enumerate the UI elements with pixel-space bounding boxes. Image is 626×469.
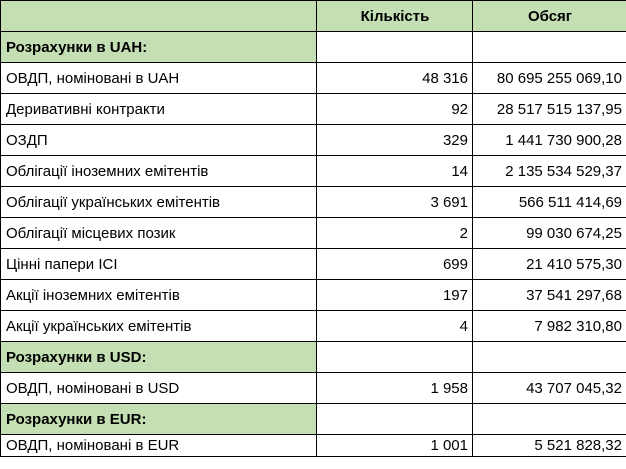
section-blank-cell — [317, 32, 473, 63]
count-value: 1 001 — [317, 435, 473, 457]
instrument-name: Облігації іноземних емітентів — [1, 156, 317, 187]
section-blank-cell — [473, 342, 626, 373]
table-row — [1, 435, 626, 457]
volume-value: 43 707 045,32 — [473, 373, 626, 404]
volume-value: 80 695 255 069,10 — [473, 63, 626, 94]
volume-value: 21 410 575,30 — [473, 249, 626, 280]
table-row — [1, 249, 626, 280]
table-row — [1, 63, 626, 94]
instrument-name: Цінні папери ІСІ — [1, 249, 317, 280]
table-row — [1, 187, 626, 218]
header-row — [1, 1, 626, 32]
instrument-name: ОВДП, номіновані в USD — [1, 373, 317, 404]
table-row — [1, 373, 626, 404]
count-value: 92 — [317, 94, 473, 125]
instrument-name: Акції українських емітентів — [1, 311, 317, 342]
section-blank-cell — [473, 32, 626, 63]
instrument-name: ОВДП, номіновані в UAH — [1, 63, 317, 94]
table-row — [1, 125, 626, 156]
volume-value: 566 511 414,69 — [473, 187, 626, 218]
header-name-cell — [1, 1, 317, 32]
volume-value: 99 030 674,25 — [473, 218, 626, 249]
instrument-name: ОЗДП — [1, 125, 317, 156]
count-value: 48 316 — [317, 63, 473, 94]
section-title: Розрахунки в UAH: — [1, 32, 317, 63]
instrument-name: Облігації українських емітентів — [1, 187, 317, 218]
section-blank-cell — [473, 404, 626, 435]
instrument-name: Облігації місцевих позик — [1, 218, 317, 249]
section-blank-cell — [317, 342, 473, 373]
count-column-header: Кількість — [317, 1, 473, 32]
table-row — [1, 218, 626, 249]
volume-value: 2 135 534 529,37 — [473, 156, 626, 187]
table-body — [1, 1, 626, 457]
count-value: 699 — [317, 249, 473, 280]
count-value: 14 — [317, 156, 473, 187]
instrument-name: ОВДП, номіновані в EUR — [1, 435, 317, 457]
instrument-name: Деривативні контракти — [1, 94, 317, 125]
section-header-row — [1, 32, 626, 63]
section-header-row — [1, 342, 626, 373]
volume-value: 5 521 828,32 — [473, 435, 626, 457]
section-blank-cell — [317, 404, 473, 435]
table-row — [1, 156, 626, 187]
section-title: Розрахунки в EUR: — [1, 404, 317, 435]
section-header-row — [1, 404, 626, 435]
count-value: 2 — [317, 218, 473, 249]
count-value: 4 — [317, 311, 473, 342]
table-row — [1, 280, 626, 311]
count-value: 329 — [317, 125, 473, 156]
count-value: 1 958 — [317, 373, 473, 404]
section-title: Розрахунки в USD: — [1, 342, 317, 373]
volume-value: 1 441 730 900,28 — [473, 125, 626, 156]
count-value: 3 691 — [317, 187, 473, 218]
volume-value: 28 517 515 137,95 — [473, 94, 626, 125]
volume-value: 37 541 297,68 — [473, 280, 626, 311]
count-value: 197 — [317, 280, 473, 311]
table-row — [1, 94, 626, 125]
table-row — [1, 311, 626, 342]
volume-column-header: Обсяг — [473, 1, 626, 32]
volume-value: 7 982 310,80 — [473, 311, 626, 342]
instrument-name: Акції іноземних емітентів — [1, 280, 317, 311]
